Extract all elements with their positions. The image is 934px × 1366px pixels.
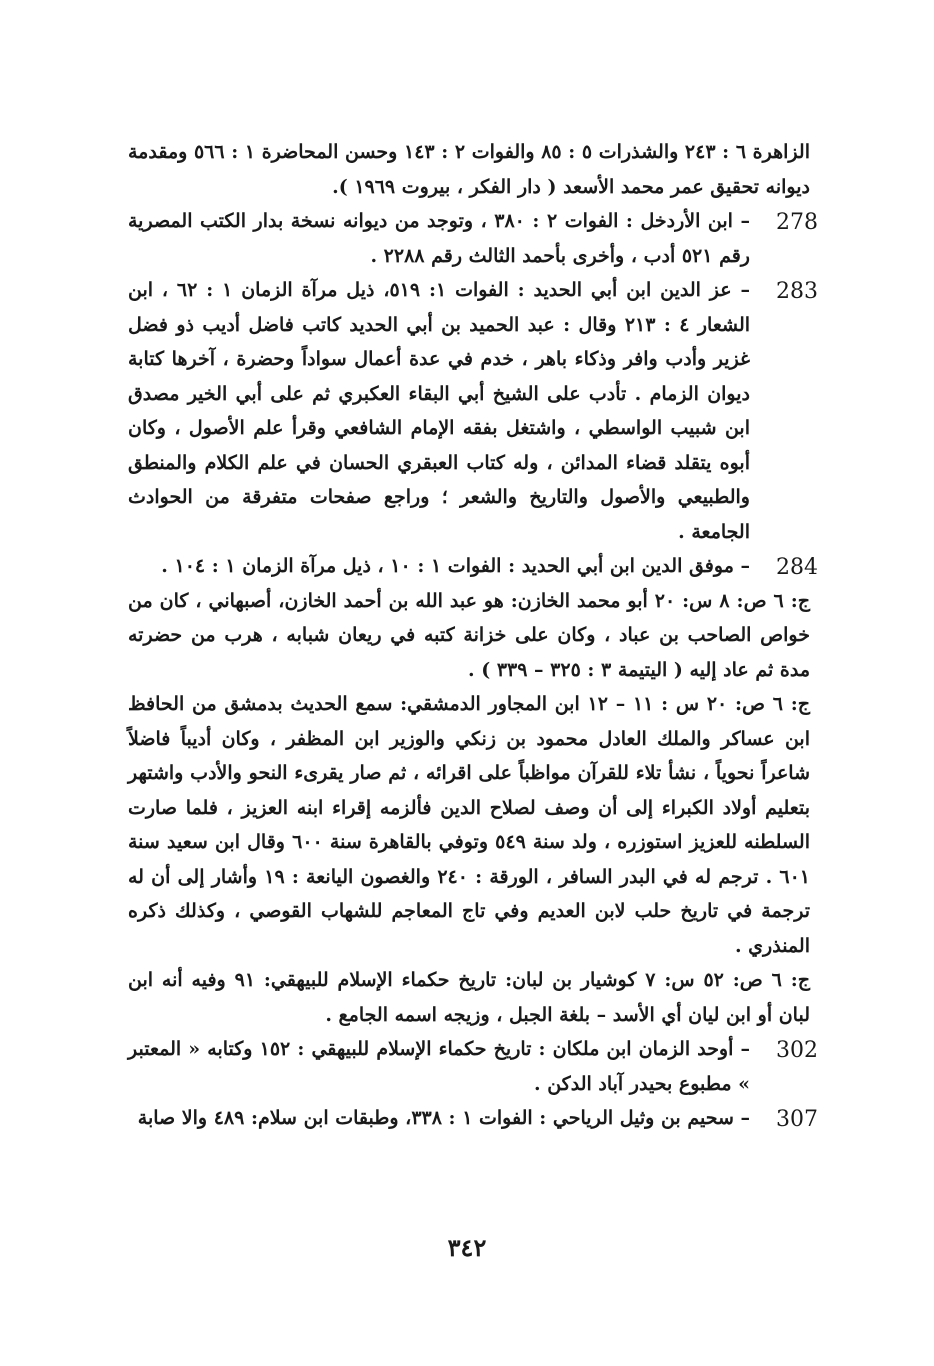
note-text: – عز الدين ابن أبي الحديد : الفوات ١: ٥١٩، ذيل مرآة الزمان ١ : ٦٢ ، ابن الشعار ٤ : ٢١٣ وقال : عبد الحميد بن أبي الحديد كاتب فاضل أديب ذو فضل غزير وأدب وافر وذكاء باهر ، خدم في عدة أعمال سواداً وحضرة ، آخرها كتابة ديوان الزمام . تأدب على الشيخ أبي البقاء العكبري ثم على أبي الخير مصدق ابن شبيب الواسطي ، واشتغل بفقه الإمام الشافعي وقرأ علم الأصول ، وكان أبوه يتقلد قضاء المدائن ، وله كتاب العبقري الحسان في علم الكلام والمنطق والطبيعي والأصول والتاريخ والشعر ؛ وراجع صفحات متفرقة من الحوادث الجامعة . [128, 279, 751, 543]
entry-number: 307 [776, 1107, 818, 1132]
note-text: – أوحد الزمان ابن ملكان : تاريخ حكماء الإسلام للبيهقي : ١٥٢ وكتابه « المعتبر » مطبوع بحيدر آباد الدكن . [128, 1038, 750, 1095]
note-entry-283 [128, 273, 818, 549]
entry-number: 284 [776, 555, 818, 580]
reference-entry-kushyar [128, 963, 810, 1032]
note-text: ج: ٦ ص: ٥٢ س: ٧ كوشيار بن لبان: تاريخ حكماء الإسلام للبيهقي: ٩١ وفيه أنه ابن لبان أو ابن ليان أي الأسد – بلغة الجبل ، وزيجه اسمه الجامع . [128, 969, 811, 1026]
note-text: ج: ٦ ص: ٢٠ س : ١١ – ١٢ ابن المجاور الدمشقي: سمع الحديث بدمشق من الحافظ ابن عساكر والملك العادل محمود بن زنكي والوزير ابن المظفر ، وكان أديباً فاضلاً شاعراً نحوياً ، نشأ تلاء للقرآن مواظباً على اقرائه ، ثم صار يقرىء النحو والأدب واشتهر بتعليم أولاد الكبراء إلى أن وصف لصلاح الدين فألزمه إقراء ابنه العزيز ، فلما صارت السلطنه للعزيز استوزره ، ولد سنة ٥٤٩ وتوفي بالقاهرة سنة ٦٠٠ وقال ابن سعيد سنة ٦٠١ . ترجم له في البدر السافر ، الورقة : ٢٤٠ والغصون اليانعة : ١٩ وأشار إلى أن له ترجمة في تاريخ حلب لابن العديم وفي تاج المعاجم للشهاب القوصي ، وكذلك ذكره المنذري . [128, 693, 811, 957]
note-text: – سحيم بن وثيل الرياحي : الفوات ١ : ٣٣٨، وطبقات ابن سلام: ٤٨٩ والا صابة [137, 1107, 750, 1129]
note-text: ج: ٦ ص: ٨ س: ٢٠ أبو محمد الخازن: هو عبد الله بن أحمد الخازن، أصبهاني ، كان من خواص الصاحب بن عباد ، وكان على خزانة كتبه في ريعان شبابه ، هرب من حضرته مدة ثم عاد إليه ( اليتيمة ٣ : ٣٢٥ – ٣٣٩ ) . [128, 589, 811, 681]
note-entry-307 [128, 1101, 818, 1136]
note-entry-continuation [128, 135, 810, 204]
note-text: الزاهرة ٦ : ٢٤٣ والشذرات ٥ : ٨٥ والفوات ٢ : ١٤٣ وحسن المحاضرة ١ : ٥٦٦ ومقدمة ديوانه تحقيق عمر محمد الأسعد ( دار الفكر ، بيروت ١٩٦٩ ). [128, 141, 810, 198]
note-text: – موفق الدين ابن أبي الحديد : الفوات ١ : ١٠ ، ذيل مرآة الزمان ١ : ١٠٤ . [161, 555, 750, 577]
note-text: – ابن الأردخل : الفوات ٢ : ٣٨٠ ، وتوجد من ديوانه نسخة بدار الكتب المصرية رقم ٥٢١ أدب ، وأخرى بأحمد الثالث رقم ٢٢٨٨ . [128, 210, 750, 267]
note-entry-302 [128, 1032, 818, 1101]
entry-number: 283 [776, 279, 818, 304]
note-entry-278 [128, 204, 818, 273]
entry-number: 302 [776, 1038, 818, 1063]
page-number: ٣٤٢ [447, 1233, 487, 1262]
notes-list [128, 135, 818, 1136]
entry-number: 278 [776, 210, 818, 235]
note-entry-284 [128, 549, 818, 584]
reference-entry-mujawir [128, 687, 810, 963]
reference-entry-khazin [128, 584, 810, 688]
